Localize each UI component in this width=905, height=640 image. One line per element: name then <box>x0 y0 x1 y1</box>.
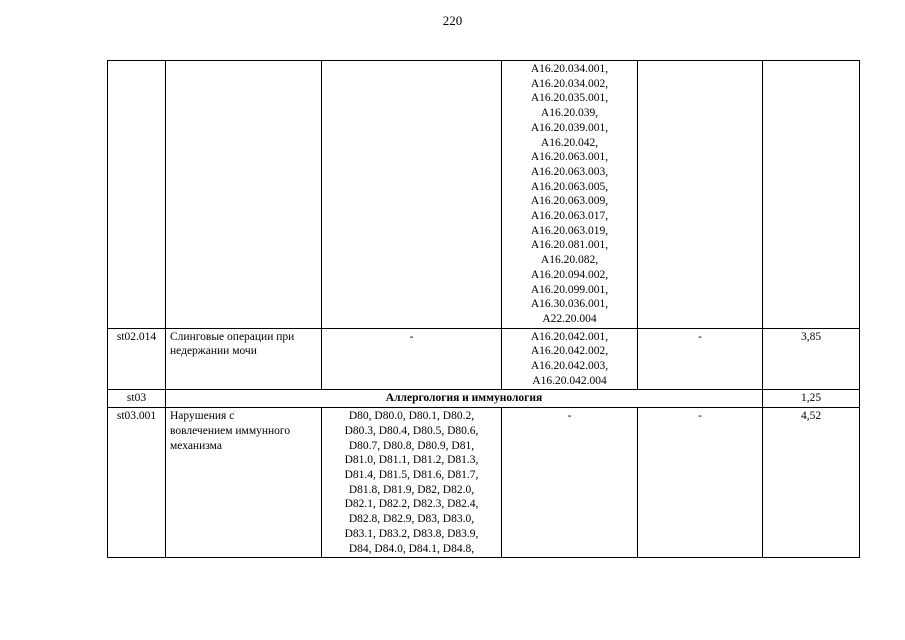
operations-cell: - <box>502 408 638 558</box>
section-row <box>108 390 860 408</box>
operations-cell <box>502 61 638 329</box>
diagnosis-codes: D82.1, D82.2, D82.3, D82.4, <box>344 498 479 511</box>
coef-cell <box>763 61 860 329</box>
name-cell <box>166 61 322 329</box>
coef-cell: 4,52 <box>763 408 860 558</box>
diagnosis-codes: D82.8, D82.9, D83, D83.0, <box>348 513 475 526</box>
operation-code: A16.20.063.019, <box>530 224 609 237</box>
operations-cell <box>502 328 638 390</box>
name-cell <box>166 328 322 390</box>
diagnoses-cell <box>322 61 502 329</box>
diagnosis-codes: D80, D80.0, D80.1, D80.2, <box>348 410 475 423</box>
diagnoses-cell: - <box>322 328 502 390</box>
code-cell: st02.014 <box>108 328 166 390</box>
operation-code: A16.20.063.003, <box>530 165 609 178</box>
operation-code: A16.20.081.001, <box>530 239 609 252</box>
coef-cell: 3,85 <box>763 328 860 390</box>
diagnosis-codes: D80.7, D80.8, D80.9, D81, <box>348 439 475 452</box>
operation-code: A16.20.034.002, <box>530 77 609 90</box>
operation-code: A22.20.004 <box>542 312 597 325</box>
operation-code: A16.20.094.002, <box>530 268 609 281</box>
name-line: Нарушения с <box>170 410 235 423</box>
other-cell <box>638 61 763 329</box>
operation-code: A16.20.039, <box>540 107 599 120</box>
operation-code: A16.20.063.017, <box>530 210 609 223</box>
name-cell <box>166 408 322 558</box>
other-cell: - <box>638 408 763 558</box>
code-cell: st03 <box>108 390 166 408</box>
table-row <box>108 328 860 390</box>
operation-code: A16.20.035.001, <box>530 92 609 105</box>
name-line: недержании мочи <box>170 345 257 358</box>
operation-code: A16.20.042.002, <box>530 345 609 358</box>
name-line: механизма <box>170 439 222 452</box>
operation-code: A16.20.039.001, <box>530 121 609 134</box>
page-number: 220 <box>442 13 463 28</box>
operation-code: A16.20.042.004 <box>532 374 607 387</box>
operation-code: A16.20.034.001, <box>530 63 609 75</box>
diagnosis-codes: D81.4, D81.5, D81.6, D81.7, <box>344 468 479 481</box>
operation-code: A16.20.042, <box>540 136 599 149</box>
operation-code: A16.30.036.001, <box>530 298 609 311</box>
diagnosis-codes: D83.1, D83.2, D83.8, D83.9, <box>344 527 479 540</box>
section-title: Аллергология и иммунология <box>166 390 763 408</box>
other-cell: - <box>638 328 763 390</box>
operation-code: A16.20.082, <box>540 254 599 267</box>
table-row <box>108 61 860 329</box>
diagnoses-cell <box>322 408 502 558</box>
table-row <box>108 408 860 558</box>
operation-code: A16.20.063.001, <box>530 151 609 164</box>
operation-code: A16.20.042.001, <box>530 330 609 343</box>
tariff-table <box>107 60 860 558</box>
coef-cell: 1,25 <box>763 390 860 408</box>
operation-code: A16.20.042.003, <box>530 360 609 373</box>
name-line: Слинговые операции при <box>170 330 295 343</box>
diagnosis-codes: D81.0, D81.1, D81.2, D81.3, <box>344 454 479 467</box>
code-cell <box>108 61 166 329</box>
name-line: вовлечением иммунного <box>170 424 291 437</box>
diagnosis-codes: D84, D84.0, D84.1, D84.8, <box>348 542 475 555</box>
diagnosis-codes: D81.8, D81.9, D82, D82.0, <box>348 483 475 496</box>
diagnosis-codes: D80.3, D80.4, D80.5, D80.6, <box>344 424 479 437</box>
operation-code: A16.20.063.005, <box>530 180 609 193</box>
operation-code: A16.20.099.001, <box>530 283 609 296</box>
operation-code: A16.20.063.009, <box>530 195 609 208</box>
code-cell: st03.001 <box>108 408 166 558</box>
